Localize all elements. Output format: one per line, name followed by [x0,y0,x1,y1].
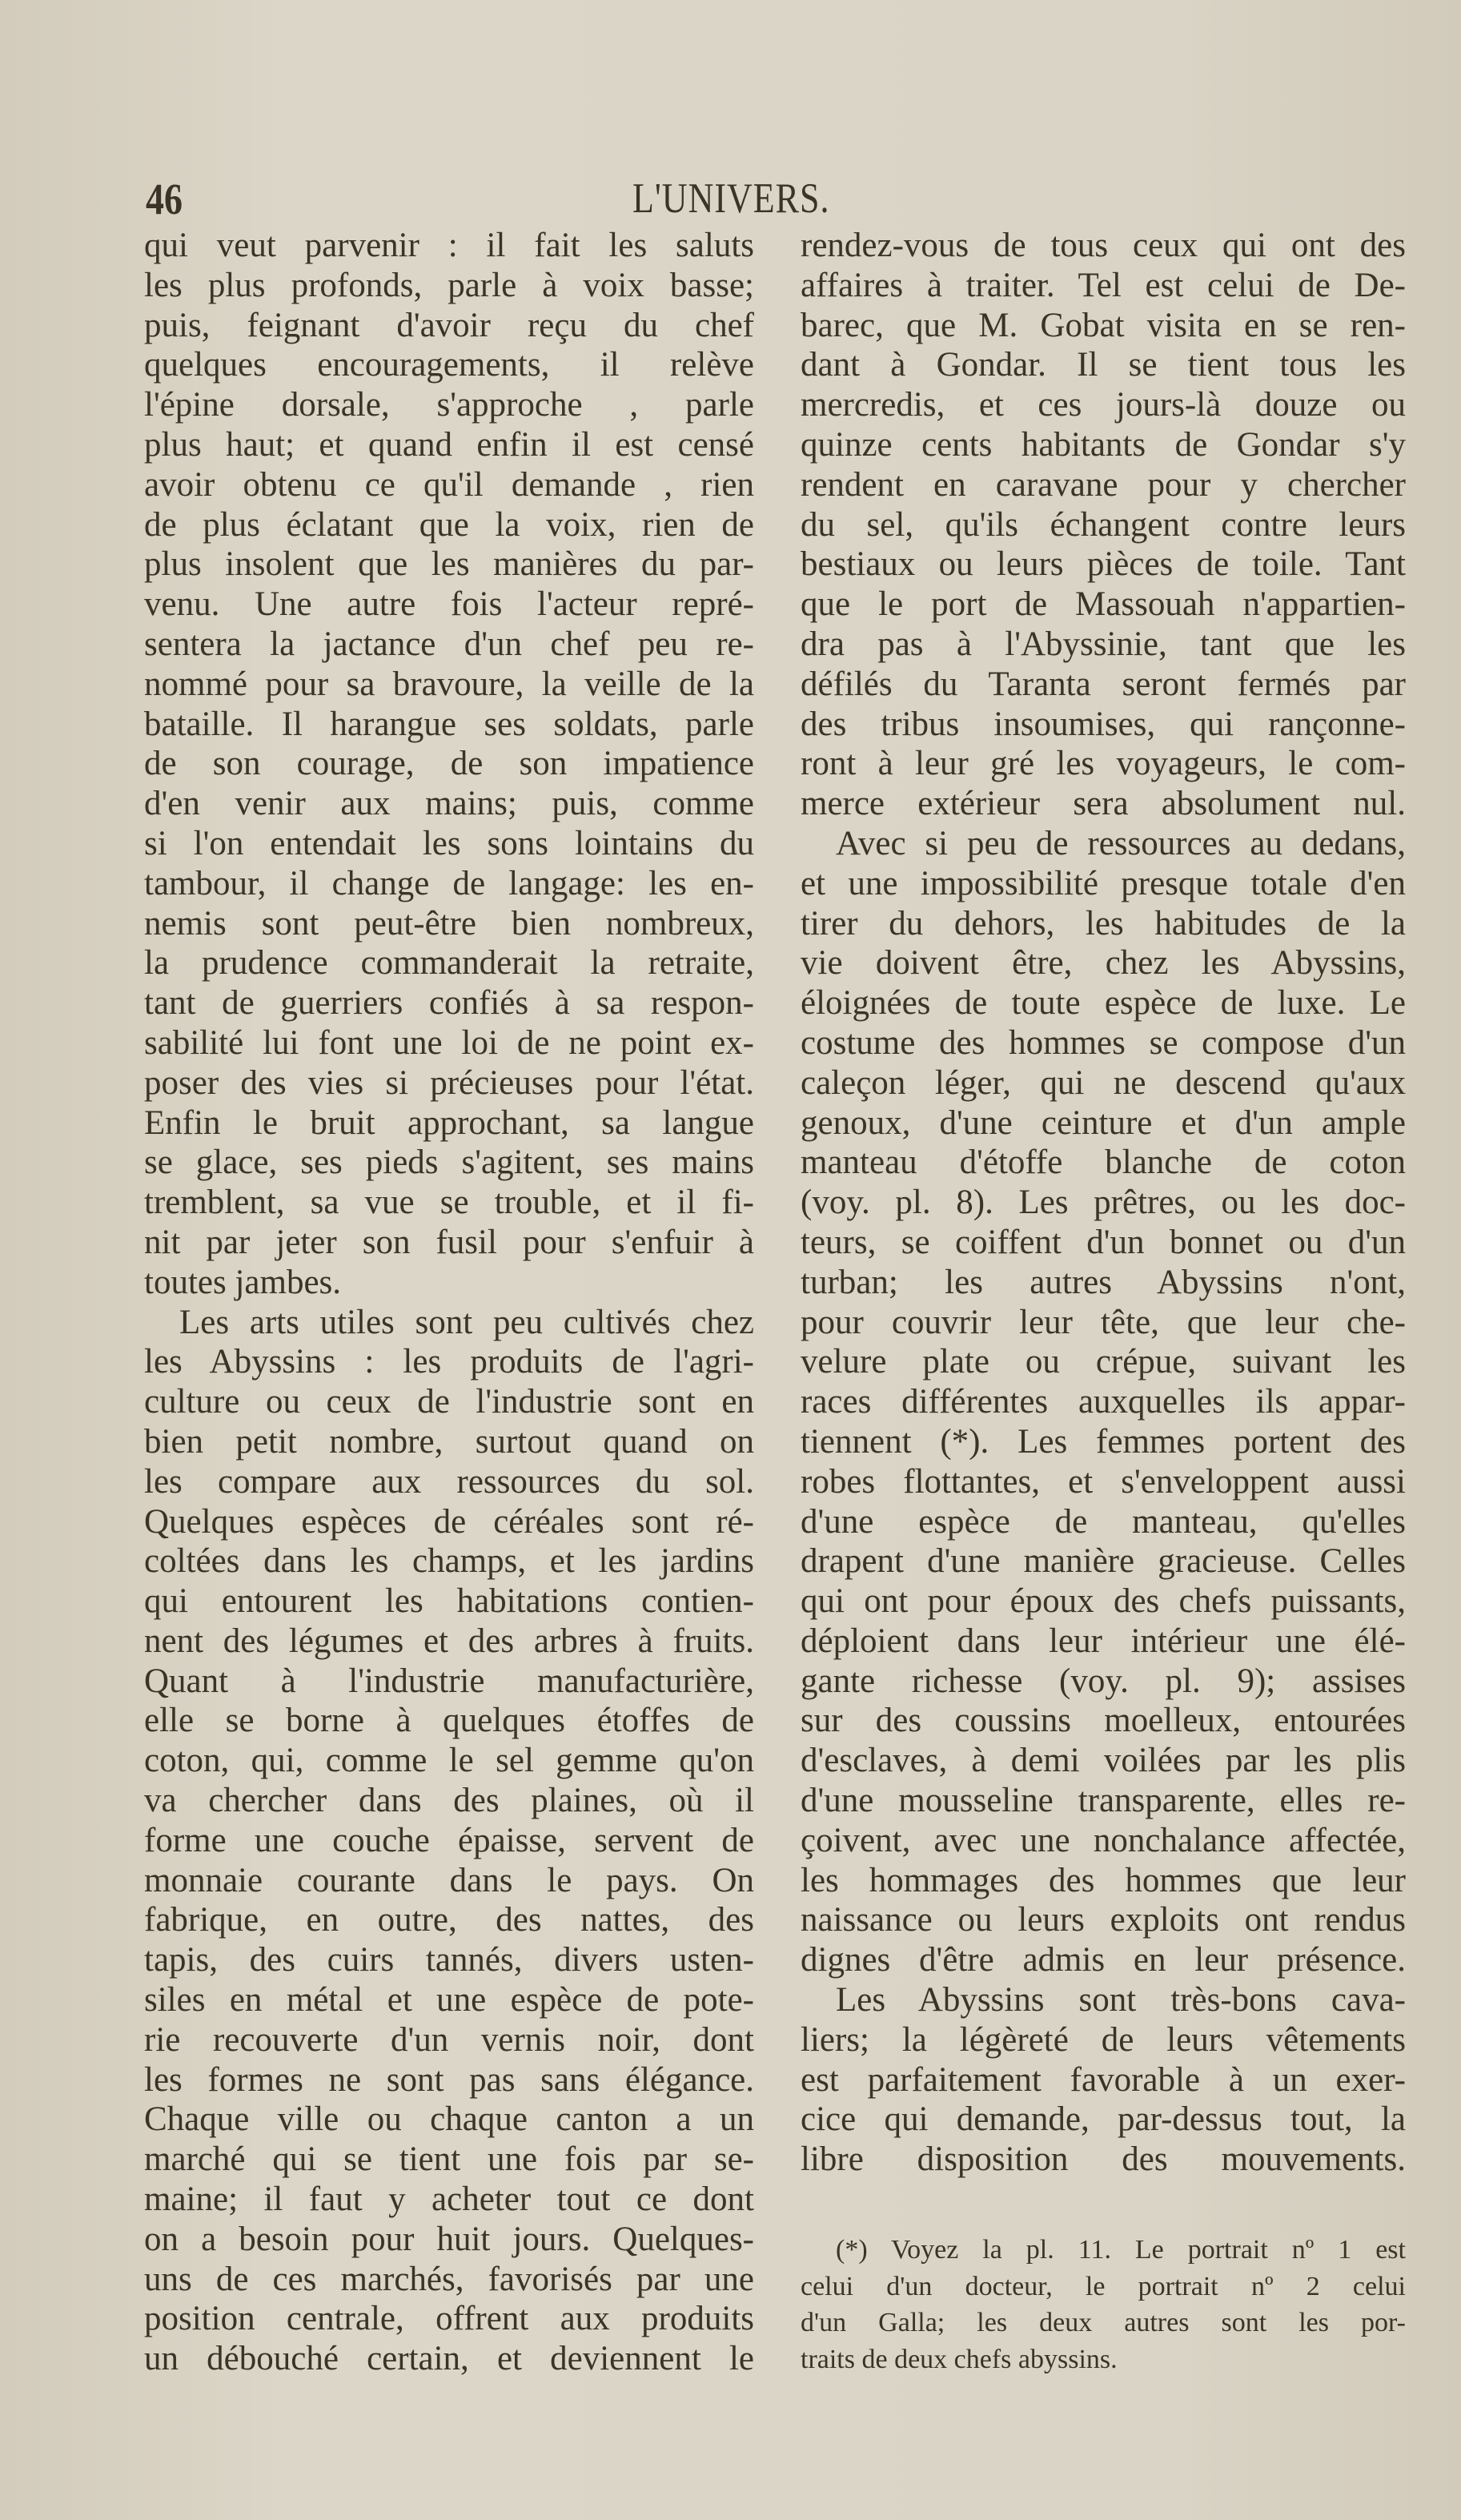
text-line: nemis sont peut-être bien nombreux, [144,904,754,942]
text-line: barec, que M. Gobat visita en se ren- [801,306,1406,344]
running-title: L'UNIVERS. [632,175,830,222]
text-line: d'une mousseline transparente, elles re- [801,1782,1406,1820]
text-line: ront à leur gré les voyageurs, le com- [801,745,1406,783]
text-line: les formes ne sont pas sans élégance. [144,2060,754,2099]
text-line: du sel, qu'ils échangent contre leurs [801,505,1406,544]
text-line: se glace, ses pieds s'agitent, ses mains [144,1143,754,1182]
text-line: libre disposition des mouvements. [801,2140,1406,2179]
text-line: d'en venir aux mains; puis, comme [144,785,754,823]
text-line: d'esclaves, à demi voilées par les plis [801,1742,1406,1780]
text-line: nommé pour sa bravoure, la veille de la [144,665,754,703]
text-line: poser des vies si précieuses pour l'état. [144,1063,754,1102]
text-line: de plus éclatant que la voix, rien de [144,505,754,544]
text-line: d'une espèce de manteau, qu'elles [801,1502,1406,1541]
text-line: que le port de Massouah n'appartien- [801,585,1406,624]
text-line: costume des hommes se compose d'un [801,1023,1406,1062]
text-line: les hommages des hommes que leur [801,1861,1406,1899]
text-line: robes flottantes, et s'enveloppent aussi [801,1462,1406,1501]
text-line: des tribus insoumises, qui rançonne- [801,705,1406,743]
footnote-line: (*) Voyez la pl. 11. Le portrait nº 1 est [836,2235,1406,2265]
text-line: Les arts utiles sont peu cultivés chez [179,1303,754,1341]
right-text-column [801,226,1406,2180]
text-line: les compare aux ressources du sol. [144,1462,754,1501]
text-line: position centrale, offrent aux produits [144,2300,754,2338]
text-line: quelques encouragements, il relève [144,346,754,384]
text-line: bestiaux ou leurs pièces de toile. Tant [801,545,1406,584]
text-line: Chaque ville ou chaque canton a un [144,2100,754,2139]
text-line: tambour, il change de langage: les en- [144,864,754,902]
text-line: Quant à l'industrie manufacturière, [144,1662,754,1700]
text-line: genoux, d'une ceinture et d'un ample [801,1103,1406,1142]
text-line: siles en métal et une espèce de pote- [144,1981,754,2020]
text-line: sur des coussins moelleux, entourées [801,1702,1406,1740]
text-line: rendent en caravane pour y chercher [801,465,1406,504]
text-line: déploient dans leur intérieur une élé- [801,1622,1406,1660]
footnote-line: celui d'un docteur, le portrait nº 2 celui [801,2271,1406,2301]
text-line: puis, feignant d'avoir reçu du chef [144,306,754,344]
text-line: sabilité lui font une loi de ne point ex- [144,1023,754,1062]
text-line: marché qui se tient une fois par se- [144,2140,754,2179]
text-line: tremblent, sa vue se trouble, et il fi- [144,1184,754,1222]
text-line: quinze cents habitants de Gondar s'y [801,425,1406,464]
text-line: si l'on entendait les sons lointains du [144,824,754,862]
text-line: bataille. Il harangue ses soldats, parle [144,705,754,743]
text-line: monnaie courante dans le pays. On [144,1861,754,1899]
text-line: dra pas à l'Abyssinie, tant que les [801,625,1406,663]
text-line: drapent d'une manière gracieuse. Celles [801,1542,1406,1581]
text-line: coton, qui, comme le sel gemme qu'on [144,1742,754,1780]
text-line: qui entourent les habitations contien- [144,1582,754,1621]
footnote-line: d'un Galla; les deux autres sont les por- [801,2308,1406,2337]
text-line: Avec si peu de ressources au dedans, [836,824,1406,862]
text-line: maine; il faut y acheter tout ce dont [144,2180,754,2219]
text-line: dant à Gondar. Il se tient tous les [801,346,1406,384]
text-line: (voy. pl. 8). Les prêtres, ou les doc- [801,1184,1406,1222]
text-line: velure plate ou crépue, suivant les [801,1343,1406,1381]
text-line: Les Abyssins sont très-bons cava- [836,1981,1406,2020]
footnote-line: traits de deux chefs abyssins. [801,2344,1118,2374]
text-line: Quelques espèces de céréales sont ré- [144,1502,754,1541]
text-line: teurs, se coiffent d'un bonnet ou d'un [801,1223,1406,1261]
text-line: qui veut parvenir : il fait les saluts [144,227,754,264]
text-line: manteau d'étoffe blanche de coton [801,1143,1406,1182]
text-line: l'épine dorsale, s'approche , parle [144,386,754,424]
text-line: affaires à traiter. Tel est celui de De- [801,266,1406,304]
text-line: Enfin le bruit approchant, sa langue [144,1103,754,1142]
text-line: sentera la jactance d'un chef peu re- [144,625,754,663]
text-line: rie recouverte d'un vernis noir, dont [144,2020,754,2059]
text-line: elle se borne à quelques étoffes de [144,1702,754,1740]
text-line: éloignées de toute espèce de luxe. Le [801,984,1406,1023]
text-line: gante richesse (voy. pl. 9); assises [801,1662,1406,1700]
text-line: la prudence commanderait la retraite, [144,944,754,983]
text-line: venu. Une autre fois l'acteur repré- [144,585,754,624]
text-line: tirer du dehors, les habitudes de la [801,904,1406,942]
text-line: mercredis, et ces jours-là douze ou [801,386,1406,424]
text-line: nit par jeter son fusil pour s'enfuir à [144,1223,754,1261]
text-line: turban; les autres Abyssins n'ont, [801,1263,1406,1301]
text-line: va chercher dans des plaines, où il [144,1782,754,1820]
text-line: cice qui demande, par-dessus tout, la [801,2100,1406,2139]
text-line: plus haut; et quand enfin il est censé [144,425,754,464]
footnote [801,2232,1406,2377]
text-line: tapis, des cuirs tannés, divers usten- [144,1941,754,1979]
text-line: bien petit nombre, surtout quand on [144,1422,754,1461]
text-line: plus insolent que les manières du par- [144,545,754,584]
text-line: dignes d'être admis en leur présence. [801,1941,1406,1979]
left-text-column [144,226,754,2379]
text-line: de son courage, de son impatience [144,745,754,783]
text-line: tiennent (*). Les femmes portent des [801,1422,1406,1461]
text-line: les Abyssins : les produits de l'agri- [144,1343,754,1381]
text-line: nent des légumes et des arbres à fruits. [144,1622,754,1660]
text-line: culture ou ceux de l'industrie sont en [144,1383,754,1421]
text-line: et une impossibilité presque totale d'en [801,864,1406,902]
text-line: çoivent, avec une nonchalance affectée, [801,1821,1406,1859]
text-line: avoir obtenu ce qu'il demande , rien [144,465,754,504]
text-line: on a besoin pour huit jours. Quelques- [144,2220,754,2258]
text-line: tant de guerriers confiés à sa respon- [144,984,754,1023]
text-line: toutes jambes. [144,1263,342,1301]
text-line: forme une couche épaisse, servent de [144,1821,754,1859]
text-line: liers; la légèreté de leurs vêtements [801,2020,1406,2059]
text-line: un débouché certain, et deviennent le [144,2340,754,2378]
text-line: races différentes auxquelles ils appar- [801,1383,1406,1421]
page-number: 46 [146,174,183,224]
text-line: est parfaitement favorable à un exer- [801,2060,1406,2099]
text-line: vie doivent être, chez les Abyssins, [801,944,1406,983]
text-line: pour couvrir leur tête, que leur che- [801,1303,1406,1341]
text-line: coltées dans les champs, et les jardins [144,1542,754,1581]
text-line: rendez-vous de tous ceux qui ont des [801,227,1406,264]
text-line: merce extérieur sera absolument nul. [801,785,1406,823]
text-line: naissance ou leurs exploits ont rendus [801,1901,1406,1939]
text-line: qui ont pour époux des chefs puissants, [801,1582,1406,1621]
text-line: caleçon léger, qui ne descend qu'aux [801,1063,1406,1102]
text-line: défilés du Taranta seront fermés par [801,665,1406,703]
text-line: uns de ces marchés, favorisés par une [144,2260,754,2298]
text-line: les plus profonds, parle à voix basse; [144,266,754,304]
text-line: fabrique, en outre, des nattes, des [144,1901,754,1939]
